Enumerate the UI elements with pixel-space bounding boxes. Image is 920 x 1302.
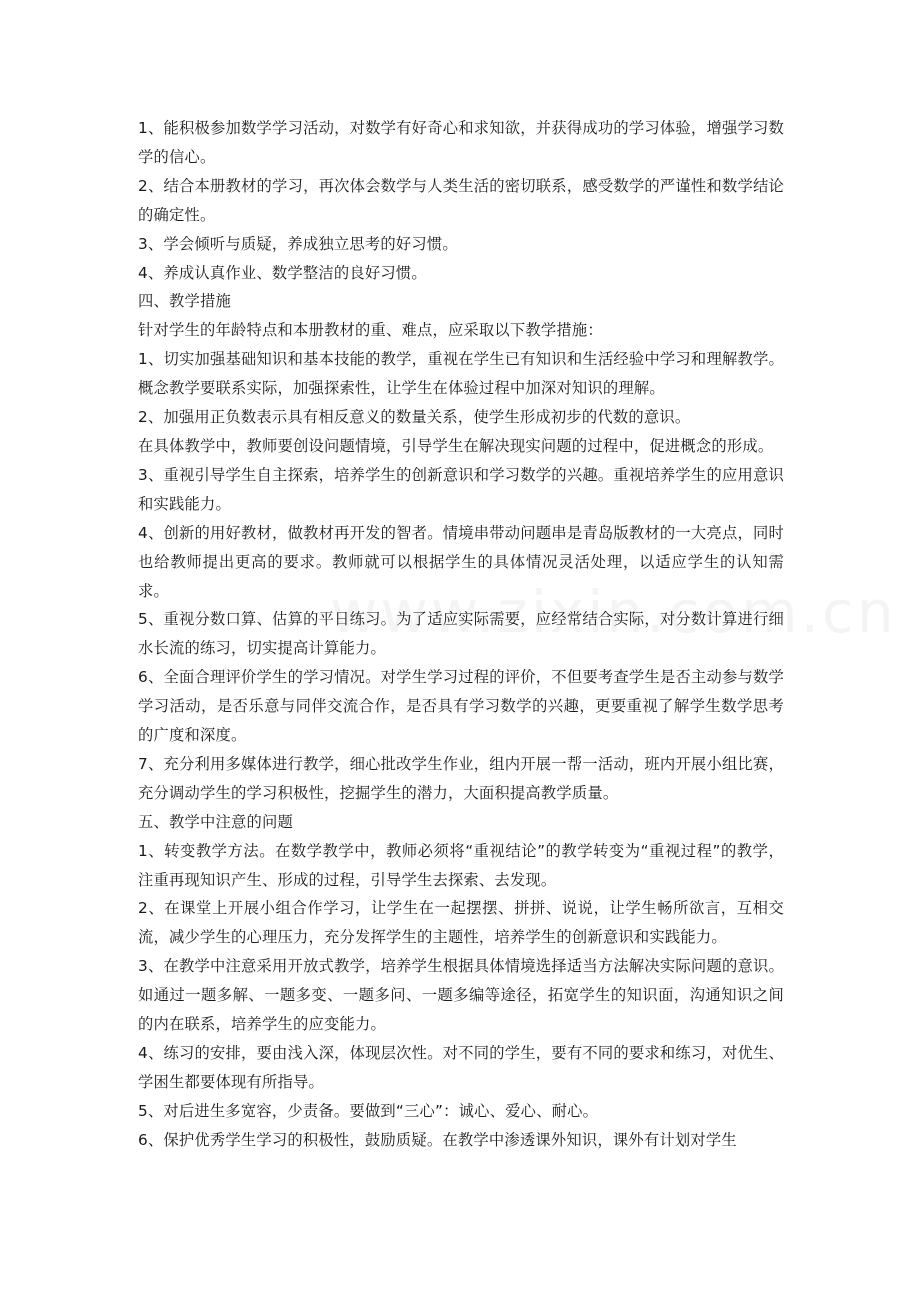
document-body: [138, 114, 784, 1155]
measure-item-4: 4、创新的用好教材，做教材再开发的智者。情境串带动问题串是青岛版教材的一大亮点，同时也给教师提出更高的要求。教师就可以根据学生的具体情况灵活处理，以适应学生的认知需求。: [138, 523, 784, 600]
goal-item-3: 3、学会倾听与质疑，养成独立思考的好习惯。: [138, 234, 458, 253]
note-item-6: 6、保护优秀学生学习的积极性，鼓励质疑。在教学中渗透课外知识，课外有计划对学生: [138, 1130, 737, 1149]
measure-item-2: 2、加强用正负数表示具有相反意义的数量关系，使学生形成初步的代数的意识。: [138, 408, 691, 427]
measure-item-2-detail: 在具体教学中，教师要创设问题情境，引导学生在解决现实问题的过程中，促进概念的形成。: [138, 436, 774, 455]
measures-intro: 针对学生的年龄特点和本册教材的重、难点，应采取以下教学措施：: [138, 321, 603, 340]
measure-item-1: 1、切实加强基础知识和基本技能的教学，重视在学生已有知识和生活经验中学习和理解教学。概念教学要联系实际，加强探索性，让学生在体验过程中加深对知识的理解。: [138, 350, 784, 398]
goal-item-2: 2、结合本册教材的学习，再次体会数学与人类生活的密切联系，感受数学的严谨性和数学结论的确定性。: [138, 176, 784, 224]
goal-item-1: 1、能积极参加数学学习活动，对数学有好奇心和求知欲，并获得成功的学习体验，增强学习数学的信心。: [138, 119, 784, 166]
measure-item-3: 3、重视引导学生自主探索，培养学生的创新意识和学习数学的兴趣。重视培养学生的应用意识和实践能力。: [138, 465, 784, 513]
section-heading-teaching-measures: 四、教学措施: [138, 292, 231, 311]
section-heading-notes: 五、教学中注意的问题: [138, 812, 293, 831]
measure-item-5: 5、重视分数口算、估算的平日练习。为了适应实际需要，应经常结合实际，对分数计算进行细水长流的练习，切实提高计算能力。: [138, 610, 784, 658]
note-item-5: 5、对后进生多宽容，少责备。要做到“三心”：诚心、爱心、耐心。: [138, 1101, 599, 1120]
goal-item-4: 4、养成认真作业、数学整洁的良好习惯。: [138, 263, 427, 282]
measure-item-7: 7、充分利用多媒体进行教学，细心批改学生作业，组内开展一帮一活动，班内开展小组比赛，充分调动学生的学习积极性，挖掘学生的潜力，大面积提高教学质量。: [138, 754, 784, 802]
measure-item-6: 6、全面合理评价学生的学习情况。对学生学习过程的评价，不但要考查学生是否主动参与数学学习活动，是否乐意与同伴交流合作，是否具有学习数学的兴趣，更要重视了解学生数学思考的广度和深度。: [138, 668, 784, 745]
note-item-2: 2、在课堂上开展小组合作学习，让学生在一起摆摆、拼拼、说说，让学生畅所欲言，互相交流，减少学生的心理压力，充分发挥学生的主题性，培养学生的创新意识和实践能力。: [138, 899, 784, 947]
note-item-4: 4、练习的安排，要由浅入深，体现层次性。对不同的学生，要有不同的要求和练习，对优生、学困生都要体现有所指导。: [138, 1044, 784, 1091]
note-item-3: 3、在教学中注意采用开放式教学，培养学生根据具体情境选择适当方法解决实际问题的意识。如通过一题多解、一题多变、一题多问、一题多编等途径，拓宽学生的知识面，沟通知识之间的内在联系，培养学生的应变能力。: [138, 957, 784, 1034]
note-item-1: 1、转变教学方法。在数学教学中，教师必须将“重视结论”的教学转变为“重视过程”的教学，注重再现知识产生、形成的过程，引导学生去探索、去发现。: [138, 841, 784, 889]
